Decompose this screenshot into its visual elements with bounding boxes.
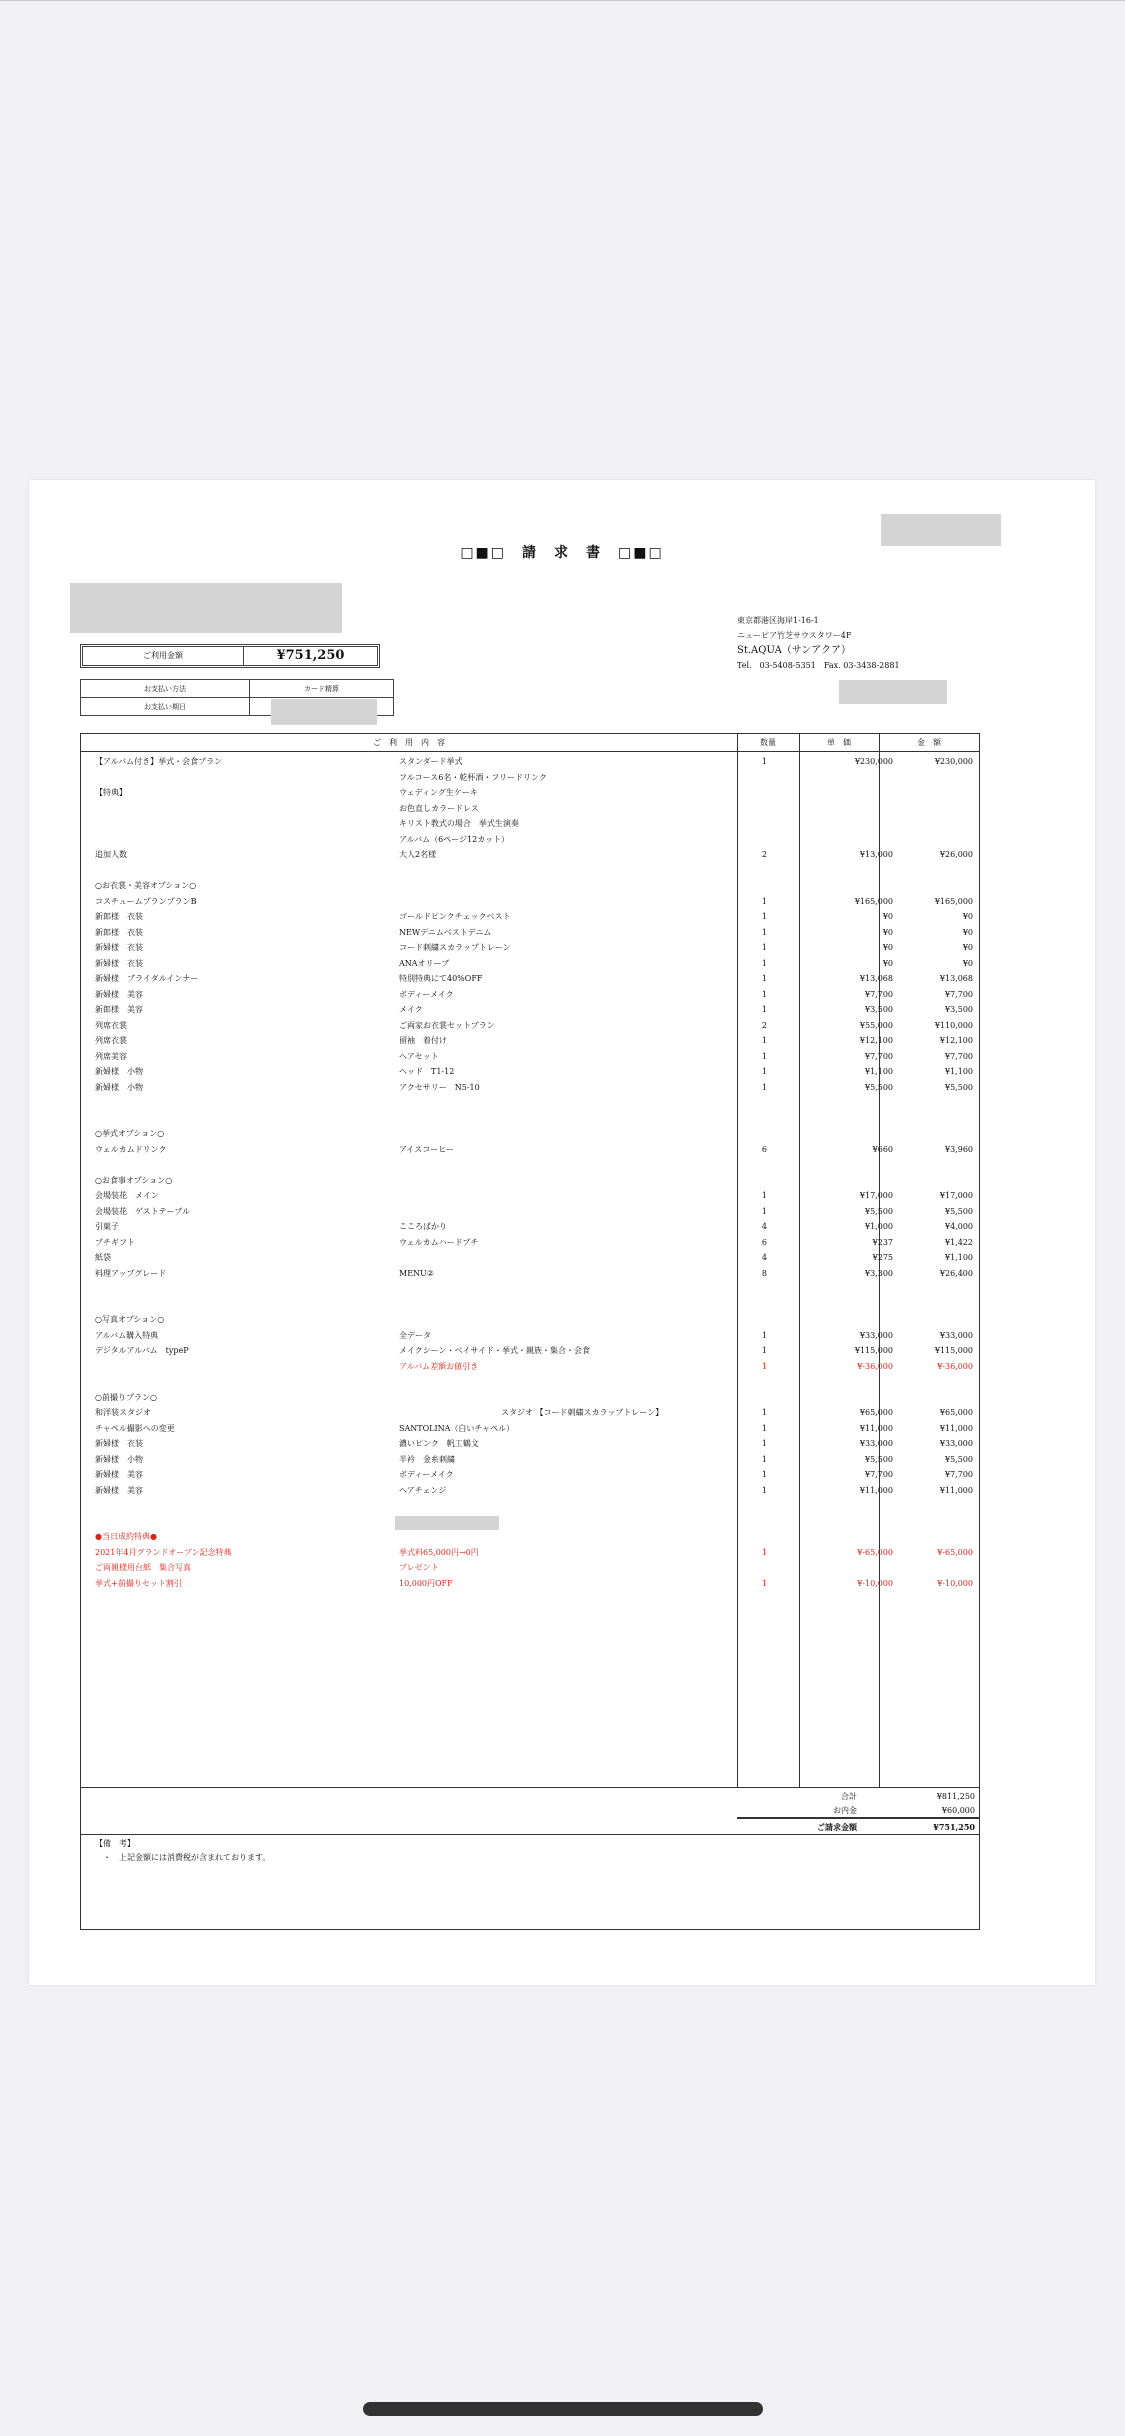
table-row	[81, 987, 979, 1002]
detail-cell: こころばかり	[399, 1222, 447, 1231]
amount-cell: ¥65,000	[939, 1408, 973, 1417]
item-cell: 新婦様 美容	[95, 1470, 143, 1479]
unit-price-cell: ¥55,000	[859, 1020, 893, 1030]
detail-cell: プレゼント	[399, 1563, 439, 1572]
table-row	[81, 801, 979, 816]
qty-cell: 1	[761, 974, 767, 983]
detail-cell: 半衿 金糸刺繍	[399, 1454, 455, 1464]
table-row	[81, 1266, 979, 1281]
table-row	[81, 754, 979, 769]
unit-price-cell: ¥7,700	[865, 989, 893, 999]
company-name: St.AQUA（サンアクア）	[737, 645, 852, 656]
amount-cell: ¥1,422	[945, 1237, 973, 1247]
qty-cell: 1	[761, 1470, 767, 1479]
status-bar-divider	[0, 0, 1125, 1]
amount-cell: ¥7,700	[945, 1051, 973, 1061]
unit-price-cell: ¥1,100	[865, 1067, 893, 1076]
qty-cell: 1	[761, 1191, 767, 1200]
table-row	[81, 1545, 979, 1560]
qty-cell: 1	[761, 1036, 767, 1045]
table-row	[81, 971, 979, 986]
qty-cell: 1	[761, 989, 767, 999]
detail-cell: ご両家お衣裳セットプラン	[399, 1020, 495, 1030]
item-cell: コスチュームプランプランB	[95, 896, 197, 906]
table-row	[81, 1111, 979, 1126]
amount-cell: ¥110,000	[934, 1020, 973, 1030]
table-row	[81, 863, 979, 878]
unit-price-cell: ¥3,300	[865, 1268, 893, 1278]
detail-cell: MENU②	[399, 1268, 434, 1278]
table-row	[81, 1467, 979, 1482]
qty-cell: 1	[761, 1439, 767, 1448]
unit-price-cell: ¥5,500	[865, 1454, 893, 1464]
amount-cell: ¥7,700	[945, 989, 973, 999]
item-cell: ○挙式オプション○	[95, 1129, 165, 1138]
item-cell: 新郎様 衣装	[95, 912, 143, 921]
billing-amount-box	[80, 644, 380, 668]
item-cell: 引菓子	[95, 1222, 119, 1231]
table-row	[81, 1204, 979, 1219]
unit-price-cell: ¥275	[872, 1253, 893, 1262]
qty-cell: 1	[761, 1206, 767, 1216]
amount-cell: ¥0	[962, 927, 973, 937]
detail-cell: ゴールドピンクチェックベスト	[399, 912, 511, 921]
header-amount: 金 額	[917, 738, 941, 747]
qty-cell: 1	[761, 958, 767, 968]
detail-cell: 大人2名様	[399, 850, 437, 859]
table-row	[81, 785, 979, 800]
item-cell: ご両親様用台紙 集合写真	[95, 1563, 191, 1572]
amount-cell: ¥0	[962, 958, 973, 968]
unit-price-cell: ¥7,700	[865, 1051, 893, 1061]
unit-price-cell: ¥-10,000	[857, 1578, 893, 1588]
table-row	[81, 1064, 979, 1079]
table-row	[81, 1033, 979, 1048]
item-cell: 新婦様 美容	[95, 1485, 143, 1495]
invoice-title: □■□ 請 求 書 □■□	[460, 545, 664, 561]
detail-cell: アクセサリー N5-10	[399, 1082, 480, 1092]
item-cell: ○前撮りプラン○	[95, 1392, 157, 1402]
detail-cell: フルコース6名・乾杯酒・フリードリンク	[399, 772, 547, 782]
amount-cell: ¥-10,000	[937, 1578, 973, 1588]
detail-cell: コード刺繍スカラップトレーン	[399, 943, 511, 952]
table-row	[81, 1498, 979, 1513]
total-value: ¥751,250	[933, 1822, 975, 1832]
detail-cell: ボディーメイク	[399, 1470, 454, 1479]
amount-cell: ¥230,000	[934, 757, 973, 766]
qty-cell: 1	[761, 1423, 767, 1433]
table-row	[81, 1374, 979, 1389]
table-row	[81, 1359, 979, 1374]
qty-cell: 4	[761, 1253, 767, 1262]
qty-cell: 6	[761, 1144, 767, 1154]
amount-cell: ¥11,000	[939, 1423, 973, 1433]
payment-date-label: お支払い期日	[81, 698, 250, 716]
deposit-label: お内金	[833, 1806, 857, 1815]
detail-cell: ヘアチェンジ	[399, 1485, 447, 1495]
item-cell: ○お衣裳・美容オプション○	[95, 881, 197, 890]
unit-price-cell: ¥0	[882, 943, 893, 952]
table-row	[81, 1405, 979, 1420]
item-cell: 【アルバム付き】挙式・会食プラン	[95, 757, 223, 766]
amount-cell: ¥4,000	[945, 1222, 973, 1231]
detail-cell: SANTOLINA（白いチャペル）	[399, 1423, 515, 1433]
qty-cell: 1	[761, 1005, 767, 1014]
table-row	[81, 1235, 979, 1250]
item-cell: 列席衣裳	[95, 1020, 127, 1030]
table-row	[81, 816, 979, 831]
company-info	[737, 613, 900, 673]
redacted-customer-name	[70, 583, 342, 633]
unit-price-cell: ¥11,000	[859, 1423, 893, 1433]
table-row	[81, 1250, 979, 1265]
table-row	[81, 1018, 979, 1033]
amount-cell: ¥1,100	[945, 1253, 973, 1262]
unit-price-cell: ¥0	[882, 912, 893, 921]
table-row	[81, 1219, 979, 1234]
item-cell: 新婦様 衣装	[95, 958, 143, 968]
unit-price-cell: ¥11,000	[859, 1485, 893, 1495]
item-cell: 【特典】	[95, 788, 127, 797]
subtotal-value: ¥811,250	[936, 1792, 975, 1801]
table-row	[81, 878, 979, 893]
detail-cell: ヘアセット	[399, 1051, 439, 1061]
billing-amount-label: ご利用金額	[83, 647, 244, 665]
table-row	[81, 1576, 979, 1591]
detail-cell: メイクシーン・ベイサイド・挙式・親族・集合・会食	[399, 1346, 590, 1355]
item-cell: 新婦様 ブライダルインナー	[95, 974, 199, 983]
detail-cell: ボディーメイク	[399, 989, 454, 999]
table-row	[81, 1095, 979, 1110]
table-row	[81, 1390, 979, 1405]
qty-cell: 1	[761, 1485, 767, 1495]
detail-cell: 全データ	[399, 1330, 431, 1340]
item-cell: ●当日成約特典●	[95, 1532, 157, 1541]
qty-cell: 1	[761, 1330, 767, 1340]
unit-price-cell: ¥13,068	[859, 974, 893, 983]
total-row	[737, 1820, 977, 1835]
amount-cell: ¥1,100	[945, 1067, 973, 1076]
item-cell: 新婦様 小物	[95, 1454, 143, 1464]
amount-cell: ¥0	[962, 912, 973, 921]
notes-title: 【備 考】	[95, 1839, 135, 1848]
table-row	[81, 1343, 979, 1358]
qty-cell: 8	[761, 1268, 767, 1278]
table-row	[81, 770, 979, 785]
unit-price-cell: ¥33,000	[859, 1439, 893, 1448]
detail-cell: アルバム（6ページ12カット）	[399, 834, 510, 844]
billing-amount-value: ¥751,250	[276, 648, 345, 663]
amount-cell: ¥17,000	[939, 1191, 973, 1200]
unit-price-cell: ¥115,000	[854, 1346, 893, 1355]
unit-price-cell: ¥3,500	[865, 1005, 893, 1014]
deposit-row	[737, 1803, 977, 1818]
table-row	[81, 1312, 979, 1327]
item-cell: 会場装花 メイン	[95, 1191, 159, 1200]
amount-cell: ¥0	[962, 943, 973, 952]
usage-table	[80, 733, 980, 1930]
item-cell: ウェルカムドリンク	[95, 1144, 167, 1154]
amount-cell: ¥7,700	[945, 1470, 973, 1479]
item-cell: ○写真オプション○	[95, 1315, 165, 1324]
table-row	[81, 832, 979, 847]
table-row	[81, 1002, 979, 1017]
amount-cell: ¥33,000	[939, 1439, 973, 1448]
table-row	[81, 1126, 979, 1141]
unit-price-cell: ¥1,000	[865, 1222, 893, 1231]
item-cell: 料理アップグレード	[95, 1268, 167, 1278]
qty-cell: 4	[761, 1222, 767, 1231]
item-cell: 和洋装スタジオ	[95, 1408, 151, 1417]
table-row	[81, 1049, 979, 1064]
table-row	[81, 1157, 979, 1172]
item-cell: 会場装花 ゲストテーブル	[95, 1206, 190, 1216]
item-cell: 新婦様 小物	[95, 1067, 143, 1076]
table-row	[81, 1452, 979, 1467]
table-row	[81, 940, 979, 955]
qty-cell: 1	[761, 1082, 767, 1092]
detail-cell: ANAオリーブ	[399, 958, 450, 968]
item-cell: デジタルアルバム typeP	[95, 1346, 189, 1355]
table-row	[81, 1421, 979, 1436]
item-cell: 新婦様 衣装	[95, 1439, 143, 1448]
item-cell: チャペル撮影への変更	[95, 1423, 175, 1433]
detail-cell: スタジオ 【コード刺繍スカラップトレーン】	[501, 1408, 664, 1417]
detail-cell: NEWデニムベストデニム	[399, 927, 492, 937]
company-building: ニューピア竹芝サウスタワー4F	[737, 631, 852, 640]
unit-price-cell: ¥5,500	[865, 1082, 893, 1092]
amount-cell: ¥13,068	[939, 974, 973, 983]
unit-price-cell: ¥-36,000	[857, 1361, 893, 1371]
qty-cell: 1	[761, 896, 767, 906]
unit-price-cell: ¥5,500	[865, 1206, 893, 1216]
unit-price-cell: ¥17,000	[859, 1191, 893, 1200]
item-cell: 挙式+前撮りセット割引	[95, 1578, 182, 1588]
table-row	[81, 909, 979, 924]
table-row	[81, 1173, 979, 1188]
amount-cell: ¥5,500	[945, 1206, 973, 1216]
detail-cell: 留袖 着付け	[399, 1036, 447, 1045]
detail-cell: お色直しカラードレス	[399, 803, 479, 813]
detail-cell: 挙式料65,000円→0円	[399, 1547, 479, 1557]
company-phone: Tel. 03-5408-5351 Fax. 03-3438-2881	[737, 661, 900, 670]
unit-price-cell: ¥-65,000	[857, 1547, 893, 1557]
qty-cell: 1	[761, 757, 767, 766]
qty-cell: 2	[761, 1020, 767, 1030]
table-row	[81, 894, 979, 909]
item-cell: プチギフト	[95, 1237, 135, 1247]
item-cell: 新婦様 美容	[95, 989, 143, 999]
header-content: ご 利 用 内 容	[373, 738, 445, 747]
table-row	[81, 1080, 979, 1095]
header-qty: 数量	[760, 738, 776, 747]
qty-cell: 1	[761, 1067, 767, 1076]
unit-price-cell: ¥7,700	[865, 1470, 893, 1479]
amount-cell: ¥3,960	[945, 1144, 973, 1154]
detail-cell: ウェディング生ケーキ	[399, 788, 478, 797]
unit-price-cell: ¥0	[882, 958, 893, 968]
table-row	[81, 1188, 979, 1203]
amount-cell: ¥5,500	[945, 1454, 973, 1464]
unit-price-cell: ¥12,100	[859, 1036, 893, 1045]
total-label: ご請求金額	[817, 1822, 857, 1832]
qty-cell: 2	[761, 850, 767, 859]
unit-price-cell: ¥0	[882, 927, 893, 937]
item-cell: 紙袋	[95, 1253, 111, 1262]
unit-price-cell: ¥165,000	[854, 896, 893, 906]
qty-cell: 1	[761, 1578, 767, 1588]
qty-cell: 1	[761, 1547, 767, 1557]
amount-cell: ¥33,000	[939, 1330, 973, 1340]
detail-cell: メイク	[399, 1005, 423, 1014]
company-address: 東京都港区海岸1-16-1	[737, 616, 819, 625]
amount-cell: ¥26,000	[939, 850, 973, 859]
table-row	[81, 1483, 979, 1498]
item-cell: ○お食事オプション○	[95, 1175, 173, 1185]
qty-cell: 1	[761, 927, 767, 937]
amount-cell: ¥12,100	[939, 1036, 973, 1045]
unit-price-cell: ¥660	[872, 1144, 893, 1154]
notes-text: ・ 上記金額には消費税が含まれております。	[103, 1853, 271, 1862]
redacted-staff-name	[839, 680, 947, 704]
redacted-studio-name	[395, 1516, 499, 1530]
qty-cell: 1	[761, 1361, 767, 1371]
amount-cell: ¥115,000	[934, 1346, 973, 1355]
qty-cell: 1	[761, 1346, 767, 1355]
subtotal-row	[737, 1789, 977, 1804]
qty-cell: 1	[761, 943, 767, 952]
item-cell: 新郎様 美容	[95, 1005, 143, 1014]
table-row	[81, 1436, 979, 1451]
detail-cell: キリスト教式の場合 挙式生演奏	[399, 819, 519, 828]
unit-price-cell: ¥13,000	[859, 850, 893, 859]
invoice-page	[29, 480, 1095, 1985]
amount-cell: ¥3,500	[945, 1005, 973, 1014]
qty-cell: 6	[761, 1237, 767, 1247]
amount-cell: ¥26,400	[939, 1268, 973, 1278]
amount-cell: ¥165,000	[934, 896, 973, 906]
table-row	[81, 1529, 979, 1544]
unit-price-cell: ¥237	[872, 1237, 893, 1247]
table-row	[81, 1297, 979, 1312]
table-row	[81, 1142, 979, 1157]
table-row	[81, 847, 979, 862]
amount-cell: ¥5,500	[945, 1082, 973, 1092]
detail-cell: 濃いピンク 帆工鶴文	[399, 1439, 479, 1448]
table-row	[81, 1514, 979, 1529]
redacted-payment-date	[271, 699, 377, 725]
qty-cell: 1	[761, 1051, 767, 1061]
unit-price-cell: ¥65,000	[859, 1408, 893, 1417]
item-cell: 新郎様 衣装	[95, 927, 143, 937]
table-row	[81, 1328, 979, 1343]
item-cell: 列席衣裳	[95, 1036, 127, 1045]
item-cell: 列席美容	[95, 1051, 127, 1061]
table-row	[81, 1281, 979, 1296]
detail-cell: 特別特典にて40%OFF	[399, 974, 483, 983]
detail-cell: スタンダード挙式	[399, 757, 463, 766]
unit-price-cell: ¥230,000	[854, 757, 893, 766]
table-row	[81, 925, 979, 940]
item-cell: 追加人数	[95, 850, 127, 859]
detail-cell: ウェルカムハードプチ	[399, 1237, 479, 1247]
item-cell: アルバム購入特典	[95, 1330, 159, 1340]
item-cell: 2021年4月グランドオープン記念特典	[95, 1547, 232, 1557]
home-indicator[interactable]	[363, 2402, 763, 2416]
amount-cell: ¥-36,000	[937, 1361, 973, 1371]
qty-cell: 1	[761, 912, 767, 921]
qty-cell: 1	[761, 1408, 767, 1417]
header-unit-price: 単 価	[827, 738, 851, 747]
detail-cell: 10,000円OFF	[399, 1578, 453, 1588]
detail-cell: アルバム差額お値引き	[399, 1361, 479, 1371]
amount-cell: ¥-65,000	[937, 1547, 973, 1557]
detail-cell: ヘッド T1-12	[399, 1067, 455, 1076]
payment-method-label: お支払い方法	[81, 680, 250, 698]
amount-cell: ¥11,000	[939, 1485, 973, 1495]
item-cell: 新婦様 小物	[95, 1082, 143, 1092]
unit-price-cell: ¥33,000	[859, 1330, 893, 1340]
subtotal-label: 合計	[841, 1792, 857, 1801]
payment-method-value: カード精算	[250, 680, 394, 698]
deposit-value: ¥60,000	[941, 1806, 975, 1815]
qty-cell: 1	[761, 1454, 767, 1464]
table-row	[81, 1560, 979, 1575]
detail-cell: アイスコーヒー	[399, 1144, 454, 1154]
item-cell: 新婦様 衣装	[95, 943, 143, 952]
table-row	[81, 956, 979, 971]
